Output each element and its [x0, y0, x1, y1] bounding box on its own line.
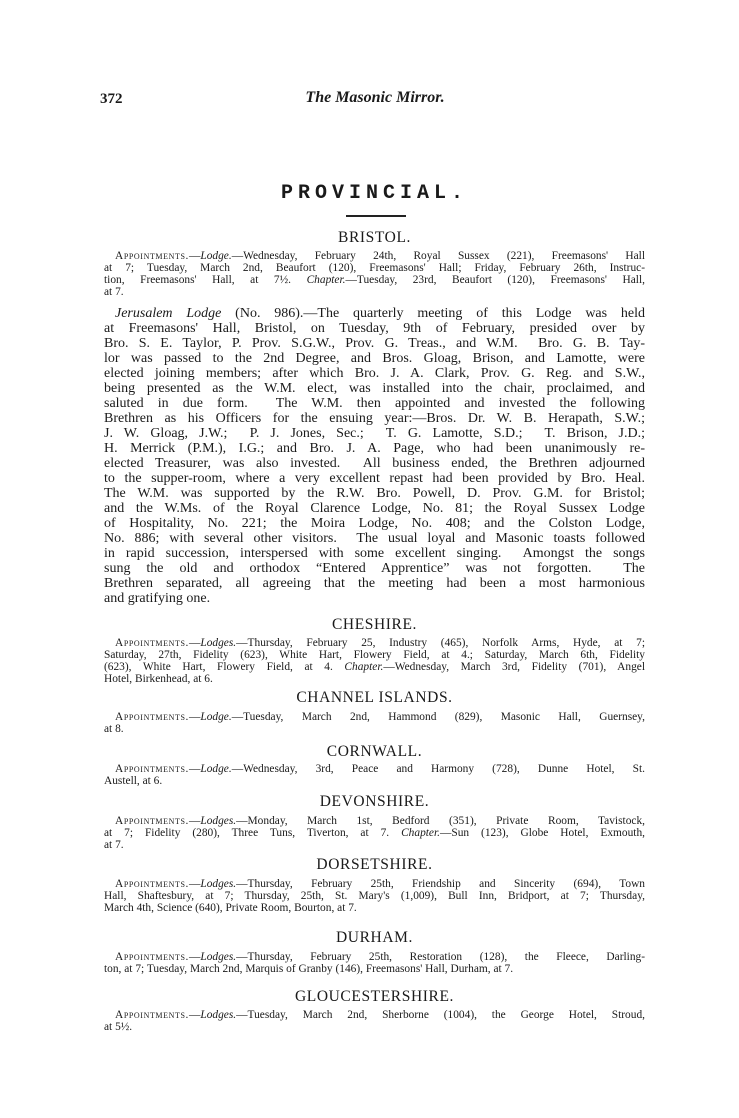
- section-title: PROVINCIAL.: [280, 182, 469, 205]
- italic-text: Lodges.: [200, 878, 237, 890]
- report-line: [104, 516, 645, 531]
- report-line: [104, 366, 645, 381]
- text-segment: Bro. S. E. Taylor, P. Prov. S.G.W., Prov. G. Treas., and W.M. Bro. G. B. Tay-: [104, 335, 645, 351]
- appointments-line: [104, 274, 645, 286]
- appointments-line: [115, 1009, 645, 1021]
- county-heading: CHESHIRE.: [331, 616, 418, 633]
- text-segment: —Thursday, February 25th, Restoration (128), the Fleece, Darling-: [236, 951, 645, 963]
- appointments-line: [104, 286, 645, 298]
- text-segment: (623), White Hart, Flowery Field, at 4.: [104, 661, 345, 673]
- text-segment: —Tuesday, 23rd, Beaufort (120), Freemasons' Hall,: [345, 274, 645, 286]
- page-number: 372: [100, 91, 123, 107]
- text-segment: in rapid succession, interspersed with some excellent singing. Amongst the songs: [104, 545, 645, 561]
- report-line: [104, 561, 645, 576]
- appointments-line: [115, 763, 645, 775]
- appointments-label: Appointments.: [115, 637, 189, 649]
- appointments-line: [115, 250, 645, 262]
- county-heading: CORNWALL.: [326, 743, 423, 760]
- report-line: [104, 546, 645, 561]
- text-segment: —Thursday, February 25, Industry (465), Norfolk Arms, Hyde, at 7;: [236, 637, 645, 649]
- text-segment: Hotel, Birkenhead, at 6.: [104, 673, 213, 685]
- text-segment: elected joining members; after which Bro. J. A. Clark, Prov. G. Reg. and S.W.,: [104, 365, 645, 381]
- text-segment: Brethren separated, all agreeing that the meeting had been a most harmonious: [104, 575, 645, 591]
- appointments-line: [104, 775, 645, 787]
- text-segment: Saturday, 27th, Fidelity (623), White Hart, Flowery Field, at 4.; Saturday, March 6th, Fidelity: [104, 649, 645, 661]
- county-heading: BRISTOL.: [338, 229, 411, 246]
- county-heading: DURHAM.: [336, 929, 413, 946]
- appointments-line: [115, 637, 645, 649]
- text-segment: saluted in due form. The W.M. then appointed and invested the following: [104, 395, 645, 411]
- text-segment: March 4th, Science (640), Private Room, Bourton, at 7.: [104, 902, 357, 914]
- appointments-line: [104, 839, 645, 851]
- text-segment: —: [189, 711, 201, 723]
- italic-text: Lodges.: [200, 1009, 237, 1021]
- text-segment: lor was passed to the 2nd Degree, and Bros. Gloag, Brison, and Lamotte, were: [104, 350, 645, 366]
- text-segment: at Freemasons' Hall, Bristol, on Tuesday, 9th of February, presided over by: [104, 320, 645, 336]
- title-rule: [346, 215, 406, 217]
- appointments-line: [104, 890, 645, 902]
- report-line: [104, 591, 645, 606]
- report-line: [104, 426, 645, 441]
- italic-text: Lodge.: [200, 763, 232, 775]
- text-segment: elected Treasurer, was also invested. All business ended, the Brethren adjourned: [104, 455, 645, 471]
- text-segment: being presented as the W.M. elect, was installed into the chair, proclaimed, and: [104, 380, 645, 396]
- report-line: [104, 351, 645, 366]
- county-heading: DEVONSHIRE.: [319, 793, 430, 810]
- italic-text: Chapter.: [344, 661, 384, 673]
- text-segment: J. W. Gloag, J.W.; P. J. Jones, Sec.; T. G. Lamotte, S.D.; T. Brison, J.D.;: [104, 425, 645, 441]
- italic-text: Lodge.: [200, 711, 232, 723]
- text-segment: No. 886; with several other visitors. The usual loyal and Masonic toasts followed: [104, 530, 645, 546]
- italic-text: Chapter.: [401, 827, 440, 839]
- text-segment: at 8.: [104, 723, 124, 735]
- text-segment: (No. 986).—The quarterly meeting of this Lodge was held: [221, 305, 646, 321]
- appointments-label: Appointments.: [115, 878, 189, 890]
- text-segment: ton, at 7; Tuesday, March 2nd, Marquis of Granby (146), Freemasons' Hall, Durham, at 7.: [104, 963, 514, 975]
- text-segment: —: [189, 763, 201, 775]
- appointments-label: Appointments.: [115, 250, 189, 262]
- text-segment: —Wednesday, February 24th, Royal Sussex (221), Freemasons' Hall: [231, 250, 645, 262]
- text-segment: —: [189, 878, 201, 890]
- appointments-label: Appointments.: [115, 763, 189, 775]
- text-segment: —Wednesday, 3rd, Peace and Harmony (728), Dunne Hotel, St.: [231, 763, 645, 775]
- text-segment: at 7.: [104, 839, 124, 851]
- appointments-line: [115, 815, 645, 827]
- appointments-line: [115, 878, 645, 890]
- report-line: [104, 441, 645, 456]
- text-segment: —Tuesday, March 2nd, Sherborne (1004), the George Hotel, Stroud,: [236, 1009, 645, 1021]
- appointments-label: Appointments.: [115, 711, 189, 723]
- text-segment: —Monday, March 1st, Bedford (351), Private Room, Tavistock,: [236, 815, 645, 827]
- text-segment: at 7; Fidelity (280), Three Tuns, Tiverton, at 7.: [104, 827, 402, 839]
- text-segment: —Wednesday, March 3rd, Fidelity (701), Angel: [383, 661, 645, 673]
- text-segment: —Thursday, February 25th, Friendship and Sincerity (694), Town: [236, 878, 645, 890]
- text-segment: Brethren as his Officers for the ensuing year:—Bros. Dr. W. B. Herapath, S.W.;: [104, 410, 645, 426]
- italic-text: Jerusalem Lodge: [115, 305, 222, 321]
- report-line: [104, 456, 645, 471]
- appointments-line: [104, 262, 645, 274]
- report-line: [104, 381, 645, 396]
- appointments-line: [104, 902, 645, 914]
- text-segment: and gratifying one.: [104, 590, 211, 606]
- report-line: [104, 411, 645, 426]
- text-segment: —: [189, 815, 201, 827]
- italic-text: Lodges.: [200, 637, 237, 649]
- appointments-label: Appointments.: [115, 1009, 189, 1021]
- text-segment: H. Merrick (P.M.), I.G.; and Bro. J. A. Page, who had been unanimously re-: [104, 440, 645, 456]
- appointments-line: [115, 951, 645, 963]
- appointments-label: Appointments.: [115, 815, 189, 827]
- text-segment: —Tuesday, March 2nd, Hammond (829), Masonic Hall, Guernsey,: [231, 711, 645, 723]
- text-segment: at 7; Tuesday, March 2nd, Beaufort (120), Freemasons' Hall; Friday, February 26th, Instruc-: [104, 262, 645, 274]
- text-segment: —: [189, 1009, 201, 1021]
- appointments-line: [104, 1021, 645, 1033]
- text-segment: —: [189, 637, 201, 649]
- running-title: The Masonic Mirror.: [305, 89, 445, 106]
- text-segment: sung the old and orthodox “Entered Apprentice” was not forgotten. The: [104, 560, 645, 576]
- appointments-line: [104, 649, 645, 661]
- text-segment: Hall, Shaftesbury, at 7; Thursday, 25th, St. Mary's (1,009), Bull Inn, Bridport, at 7; Thursday,: [104, 890, 645, 902]
- text-segment: —: [189, 951, 201, 963]
- appointments-line: [104, 723, 645, 735]
- italic-text: Lodge.: [200, 250, 232, 262]
- italic-text: Lodges.: [200, 815, 237, 827]
- appointments-line: [104, 827, 645, 839]
- county-heading: CHANNEL ISLANDS.: [296, 689, 453, 706]
- report-line: [104, 531, 645, 546]
- text-segment: The W.M. was supported by the R.W. Bro. Powell, D. Prov. G.M. for Bristol;: [104, 485, 645, 501]
- report-line: [104, 576, 645, 591]
- report-line: [104, 501, 645, 516]
- report-line: [104, 321, 645, 336]
- appointments-line: [104, 963, 645, 975]
- text-segment: to the supper-room, where a very excellent repast had been provided by Bro. Heal.: [104, 470, 645, 486]
- report-line: [115, 306, 645, 321]
- text-segment: and the W.Ms. of the Royal Clarence Lodge, No. 81; the Royal Sussex Lodge: [104, 500, 645, 516]
- text-segment: at 5½.: [104, 1021, 133, 1033]
- county-heading: GLOUCESTERSHIRE.: [294, 988, 454, 1005]
- italic-text: Lodges.: [200, 951, 237, 963]
- report-line: [104, 336, 645, 351]
- appointments-line: [104, 661, 645, 673]
- report-line: [104, 471, 645, 486]
- appointments-line: [115, 711, 645, 723]
- text-segment: at 7.: [104, 286, 124, 298]
- text-segment: tion, Freemasons' Hall, at 7½.: [104, 274, 307, 286]
- text-segment: —Sun (123), Globe Hotel, Exmouth,: [440, 827, 645, 839]
- report-line: [104, 486, 645, 501]
- appointments-line: [104, 673, 645, 685]
- text-segment: of Hospitality, No. 221; the Moira Lodge, No. 408; and the Colston Lodge,: [104, 515, 645, 531]
- report-line: [104, 396, 645, 411]
- text-segment: —: [189, 250, 201, 262]
- text-segment: Austell, at 6.: [104, 775, 163, 787]
- appointments-label: Appointments.: [115, 951, 189, 963]
- county-heading: DORSETSHIRE.: [316, 856, 433, 873]
- italic-text: Chapter.: [306, 274, 346, 286]
